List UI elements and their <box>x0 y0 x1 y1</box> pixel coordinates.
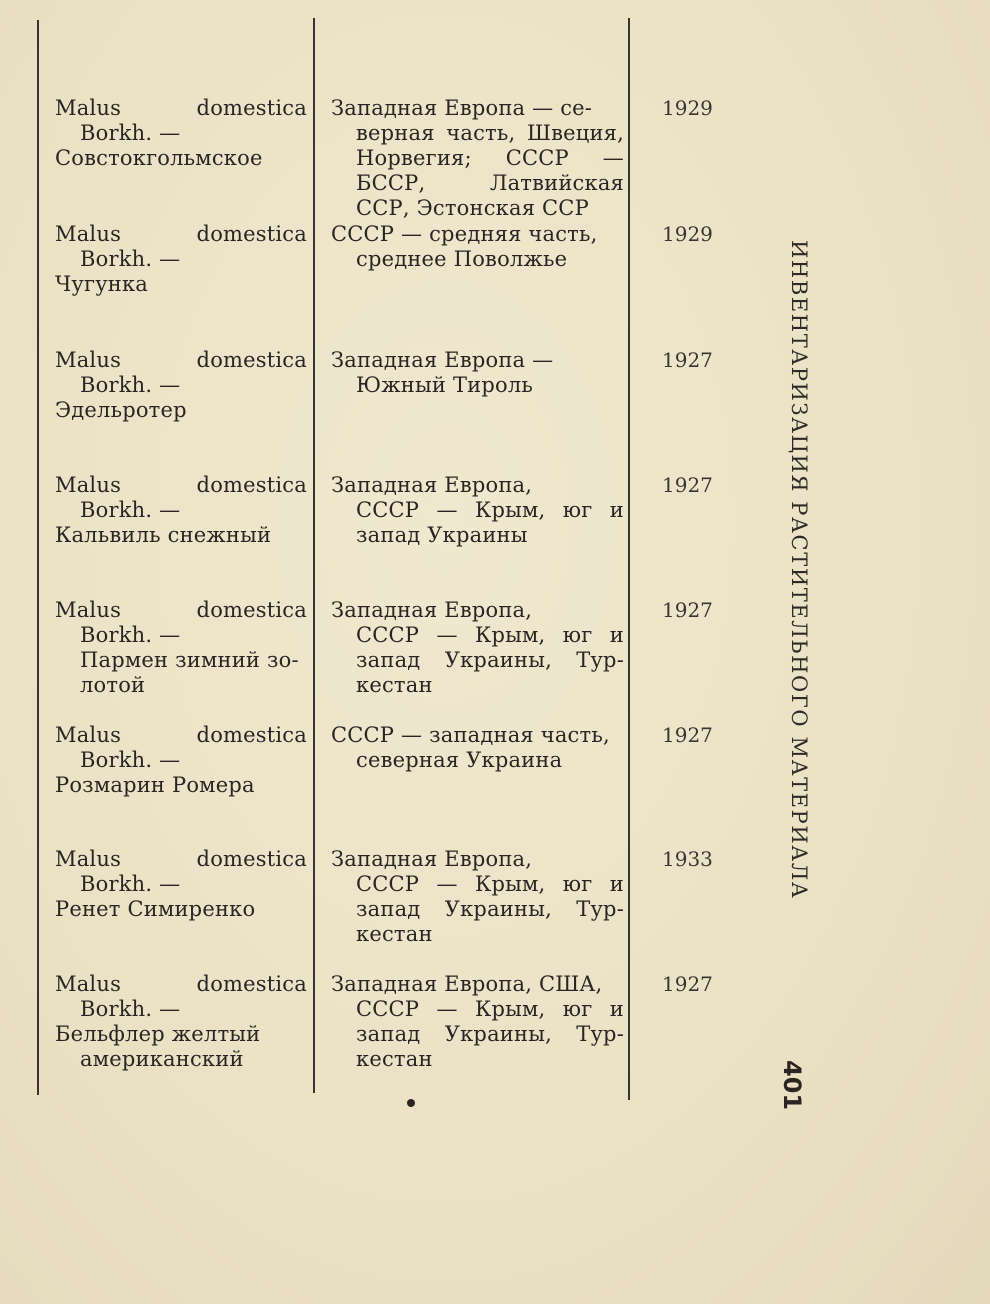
author: Borkh. — <box>80 872 181 896</box>
epithet: domestica <box>196 96 307 120</box>
plant-name <box>55 847 307 922</box>
region-continuation: СССР — Крым, юг и запад Украины, Тур-кестан <box>356 872 624 946</box>
cultivar: Бельфлер желтый <box>55 1022 261 1046</box>
region <box>331 96 624 221</box>
region <box>331 222 624 272</box>
plant-name <box>55 972 307 1072</box>
year: 1927 <box>662 348 713 372</box>
column-rule-right <box>628 18 630 1100</box>
epithet: domestica <box>196 847 307 871</box>
author: Borkh. — <box>80 997 181 1021</box>
region-first-line: Западная Европа, США, <box>331 972 603 996</box>
year: 1929 <box>662 96 713 120</box>
column-rule-middle <box>313 18 315 1093</box>
region-continuation: среднее Поволжье <box>356 247 568 271</box>
author: Borkh. — <box>80 121 181 145</box>
region-continuation: СССР — Крым, юг и запад Украины, Тур-кестан <box>356 997 624 1071</box>
region-first-line: СССР — средняя часть, <box>331 222 598 246</box>
region-first-line: Западная Европа, <box>331 847 533 871</box>
running-title: ИНВЕНТАРИЗАЦИЯ РАСТИТЕЛЬНОГО МАТЕРИАЛА <box>787 240 811 900</box>
cultivar-continuation: лотой <box>80 673 146 697</box>
plant-name <box>55 348 307 423</box>
species: Malus <box>55 723 122 747</box>
region-continuation: СССР — Крым, юг и запад Украины, Тур-кестан <box>356 623 624 697</box>
region-first-line: Западная Европа, <box>331 598 533 622</box>
author: Borkh. — <box>80 247 181 271</box>
epithet: domestica <box>196 723 307 747</box>
author: Borkh. — <box>80 623 181 647</box>
region <box>331 348 624 398</box>
year: 1927 <box>662 598 713 622</box>
region-first-line: Западная Европа — се- <box>331 96 593 120</box>
species: Malus <box>55 972 122 996</box>
year: 1933 <box>662 847 713 871</box>
plant-name <box>55 473 307 548</box>
plant-name <box>55 723 307 798</box>
region-continuation: верная часть, Швеция, Норвегия; СССР — БССР, Латвийская ССР, Эстонская ССР <box>356 121 624 220</box>
cultivar: Розмарин Ромера <box>55 773 255 797</box>
region-continuation: северная Украина <box>356 748 563 772</box>
page-number: 401 <box>778 1060 806 1111</box>
cultivar-continuation: американский <box>80 1047 244 1071</box>
region <box>331 723 624 773</box>
cultivar: Кальвиль снежный <box>55 523 272 547</box>
plant-name <box>55 222 307 297</box>
region <box>331 598 624 698</box>
species: Malus <box>55 96 122 120</box>
region-continuation: Южный Тироль <box>356 373 534 397</box>
epithet: domestica <box>196 473 307 497</box>
plant-name <box>55 96 307 171</box>
region <box>331 473 624 548</box>
epithet: domestica <box>196 222 307 246</box>
epithet: domestica <box>196 348 307 372</box>
plant-name <box>55 598 307 698</box>
species: Malus <box>55 473 122 497</box>
ink-speck <box>407 1099 415 1107</box>
region-first-line: СССР — западная часть, <box>331 723 610 747</box>
cultivar: Пармен зимний зо- <box>80 648 299 672</box>
author: Borkh. — <box>80 498 181 522</box>
region <box>331 847 624 947</box>
species: Malus <box>55 598 122 622</box>
author: Borkh. — <box>80 748 181 772</box>
cultivar: Эдельротер <box>55 398 187 422</box>
year: 1929 <box>662 222 713 246</box>
species: Malus <box>55 847 122 871</box>
year: 1927 <box>662 723 713 747</box>
region-first-line: Западная Европа — <box>331 348 554 372</box>
epithet: domestica <box>196 972 307 996</box>
cultivar: Ренет Симиренко <box>55 897 256 921</box>
cultivar: Чугунка <box>55 272 148 296</box>
region-continuation: СССР — Крым, юг и запад Украины <box>356 498 624 547</box>
cultivar: Совстокгольмское <box>55 146 263 170</box>
region <box>331 972 624 1072</box>
column-rule-left <box>37 20 39 1095</box>
year: 1927 <box>662 972 713 996</box>
species: Malus <box>55 348 122 372</box>
species: Malus <box>55 222 122 246</box>
epithet: domestica <box>196 598 307 622</box>
region-first-line: Западная Европа, <box>331 473 533 497</box>
year: 1927 <box>662 473 713 497</box>
author: Borkh. — <box>80 373 181 397</box>
